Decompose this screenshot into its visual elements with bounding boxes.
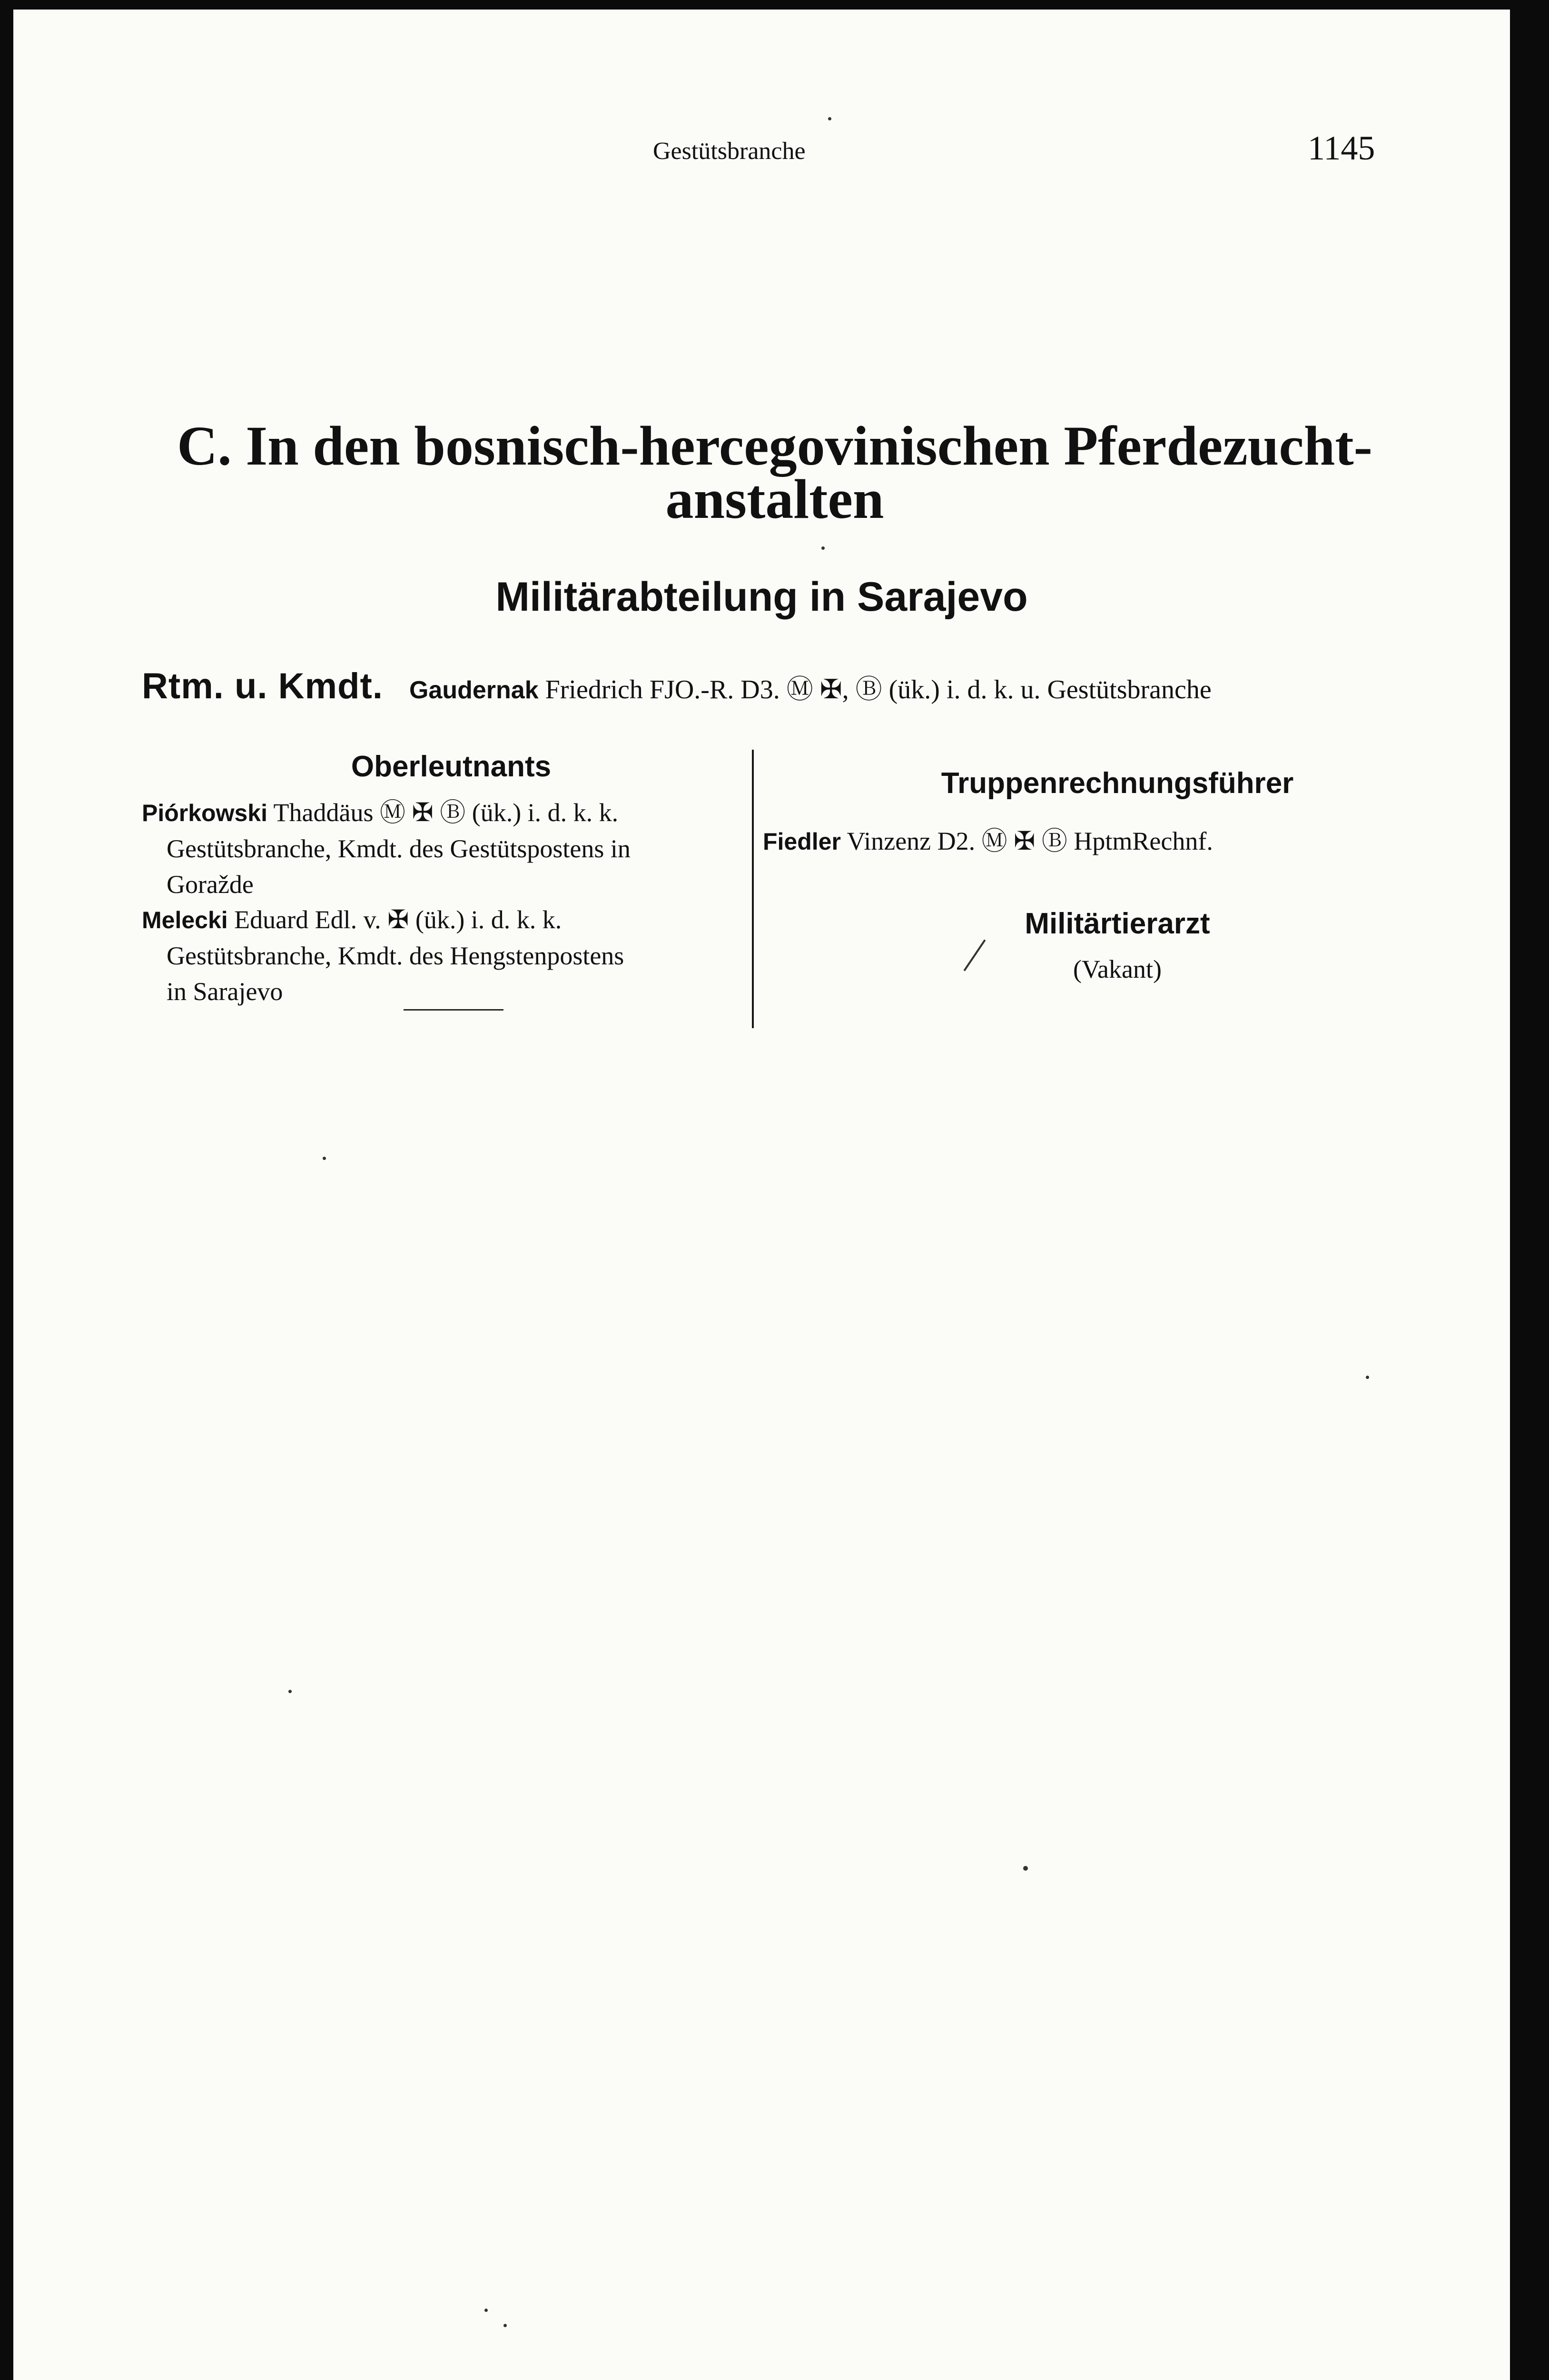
- entry-line1: Eduard Edl. v. ✠ (ük.) i. d. k. k.: [234, 905, 562, 934]
- page-number: 1145: [1308, 129, 1375, 167]
- heading-oberleutnants: Oberleutnants: [351, 750, 552, 783]
- speck: [821, 546, 825, 550]
- entry-name: Piórkowski: [142, 800, 267, 826]
- roster-entry: [142, 795, 756, 902]
- subsection-title: Militärabteilung in Sarajevo: [495, 574, 1028, 620]
- entry-details: Vinzenz D2. Ⓜ ✠ Ⓑ HptmRechnf.: [847, 827, 1213, 855]
- section-title-line1: C. In den bosnisch-hercegovinischen Pferdezucht-: [177, 415, 1372, 477]
- speck: [288, 1690, 292, 1693]
- speck: [503, 2324, 507, 2327]
- vacant-note: (Vakant): [1073, 955, 1162, 983]
- commander-line: [142, 665, 1212, 707]
- heading-truppenrechnungsfuehrer: Truppenrechnungsführer: [941, 767, 1294, 800]
- commander-details: Friedrich FJO.-R. D3. Ⓜ ✠, Ⓑ (ük.) i. d. k. u. Gestütsbranche: [545, 675, 1212, 704]
- roster-entry: [142, 902, 756, 1010]
- entry-line3: in Sarajevo: [167, 977, 283, 1006]
- commander-name: Gaudernak: [409, 676, 539, 704]
- entry-line2: Gestütsbranche, Kmdt. des Gestütspostens in: [167, 834, 631, 863]
- roster-entry: [763, 823, 1505, 860]
- speck: [1023, 1866, 1028, 1871]
- running-head: Gestütsbranche: [653, 138, 806, 165]
- speck: [828, 117, 831, 120]
- entry-line3: Goražde: [167, 870, 254, 899]
- speck: [323, 1157, 326, 1160]
- speck: [484, 2309, 488, 2312]
- speck: [1366, 1376, 1369, 1379]
- commander-rank: Rtm. u. Kmdt.: [142, 666, 383, 706]
- entry-name: Melecki: [142, 907, 228, 933]
- document-page: [13, 10, 1510, 2380]
- heading-militaertierarzt: Militärtierarzt: [1025, 907, 1210, 940]
- entry-line2: Gestütsbranche, Kmdt. des Hengstenpostens: [167, 942, 624, 970]
- section-title-line2: anstalten: [665, 468, 884, 530]
- entry-line1: Thaddäus Ⓜ ✠ Ⓑ (ük.) i. d. k. k.: [273, 798, 619, 827]
- entry-name: Fiedler: [763, 828, 841, 855]
- separator-rule: [404, 1009, 503, 1011]
